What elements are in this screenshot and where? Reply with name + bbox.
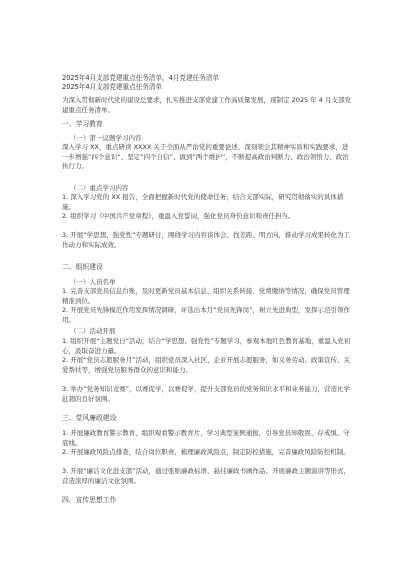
list-item: 2. 开展廉政风险点排查，结合岗位职责，梳理廉政风险点，制定防控措施，完善廉政风险防控机制。: [62, 448, 350, 456]
list-item: 3. 举办“党务知识竞赛”，以赛促学，以赛促学，提升支部党员的党务知识水平和业务能力，营造比学赶超的良好氛围。: [62, 385, 351, 403]
list-item: 1. 组织开展“主题党日”活动，结合“学思想、强党性”专题学习，参观本地红色教育基地，重温入党初心，汲取奋进力量。: [62, 337, 351, 355]
intro-paragraph: 为深入贯彻新时代党的建设总要求，扎实推进支部党建工作高质量发展，现制定 2025 年 4 月支部党建重点任务清单。: [62, 96, 351, 114]
document-title-line-2: 2025年4月支部党建重点任务清单: [62, 83, 163, 91]
section-heading-propaganda: 四、宣传思想工作: [62, 496, 117, 504]
subsection-title-member-list: （一）人员名单: [70, 278, 116, 286]
list-item: 3. 开展“学思想、强党性”专题研讨，围绕学习内容谈体会、找差距、明方向，推动学习成果转化为工作动力和实际成效。: [62, 231, 351, 249]
document-title-line-1: 2025年4月支部党建重点任务清单，4月党建任务清单: [62, 74, 220, 82]
subsection-title-key-content: （二）重点学习内容: [70, 184, 129, 192]
first-topic-paragraph: 深入学习 XX，重点研读 XXXX 关于全面从严治党的重要论述，深刻领会其精神实质和实践要求，进一步增强“四个意识”、坚定“四个自信”、做到“两个维护”，不断提高政治判断力、政治领悟力、政治执行力。: [62, 143, 349, 170]
list-item: 2. 开展“党员志愿服务月”活动，组织党员深入社区、企业开展志愿服务，如义务劳动、政策宣传、关爱帮扶等，增强党员服务群众的意识和能力。: [62, 356, 351, 374]
section-heading-integrity: 三、党风廉政建设: [62, 414, 117, 422]
list-item: 1. 开展廉政教育警示教育，组织观看警示教育片，学习典型案例通报，引导党员知敬畏、存戒惧、守底线。: [62, 429, 350, 447]
subsection-title-activities: （二）活动开展: [70, 327, 116, 335]
list-item: 3. 开展“廉洁文化进支部”活动，通过张贴廉政标语、悬挂廉政书画作品、开展廉政主题演讲等形式，营造浓厚的廉洁文化氛围。: [62, 467, 351, 485]
section-heading-study: 一、学习教育: [62, 120, 103, 128]
list-item: 2. 组织学习《中国共产党章程》，重温入党誓词，强化党员身份意识和责任担当。: [62, 212, 295, 220]
list-item: 1. 完善支部党员信息台账，及时更新党员基本信息、组织关系转接、党费缴纳等情况，确保党员管理精准到位。: [62, 287, 350, 305]
section-heading-organization: 二、组织建设: [62, 263, 103, 271]
list-item: 1. 深入学习党的 XX 报告，全面把握新时代党的使命任务，结合支部实际，研究贯彻落实的具体措施。: [62, 193, 344, 211]
subsection-title-first-topic: （一）第一议题学习内容: [70, 134, 142, 142]
list-item: 2. 开展党员先锋模范作用发挥情况调研，评选出本月“党员先锋岗”，树立先进典型，发挥示范引领作用。: [62, 306, 351, 324]
